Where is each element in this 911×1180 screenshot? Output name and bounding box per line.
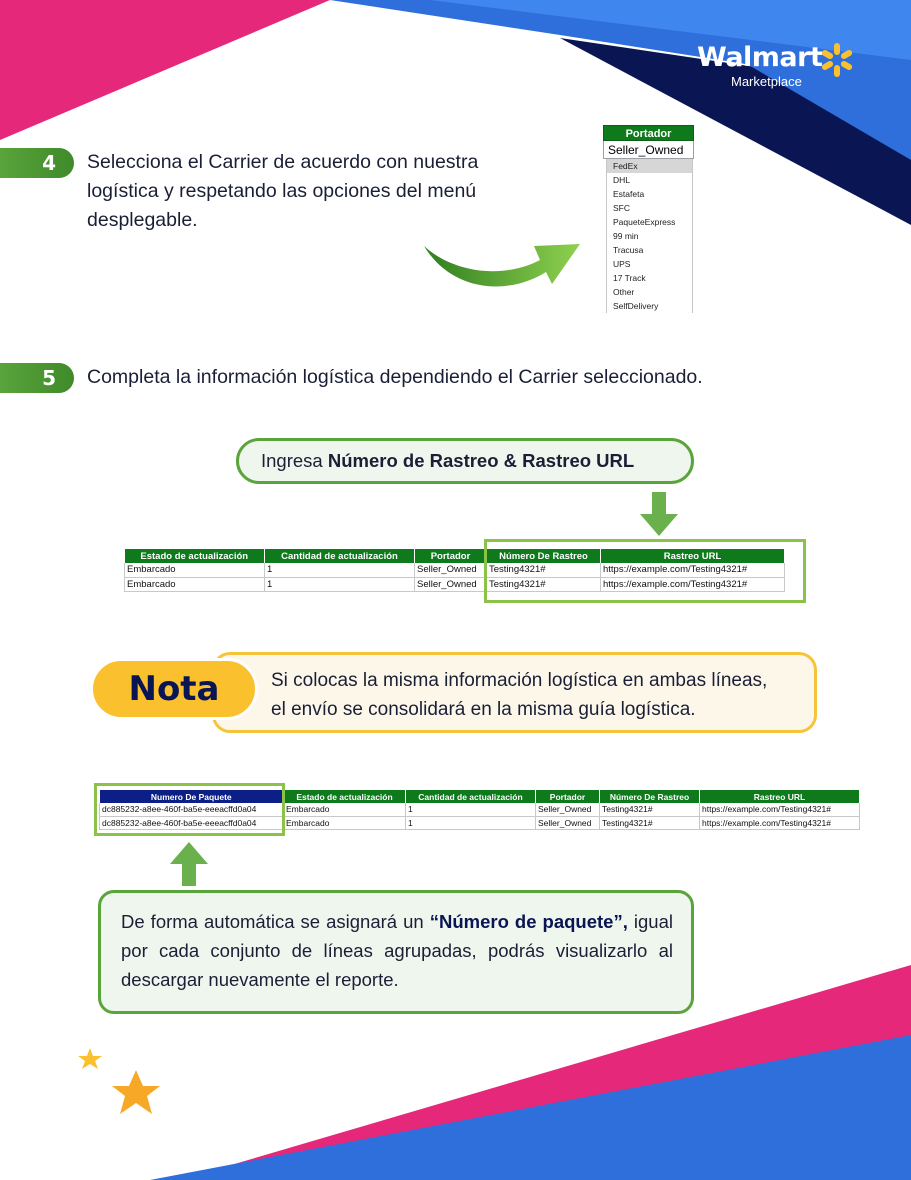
table-cell: Embarcado: [125, 563, 265, 577]
tracking-columns-highlight: [484, 539, 806, 603]
table-cell: 1: [406, 803, 536, 816]
dropdown-options: [606, 159, 693, 313]
step-5-badge: 5: [0, 363, 74, 393]
table-header: Número De Rastreo: [600, 790, 700, 803]
down-arrow-icon: [640, 492, 678, 536]
table-header: Cantidad de actualización: [265, 549, 415, 563]
dropdown-option[interactable]: FedEx: [607, 159, 692, 173]
package-number-text: [121, 907, 673, 994]
dropdown-option[interactable]: SFC: [613, 203, 630, 213]
table-cell: https://example.com/Testing4321#: [700, 816, 860, 829]
dropdown-option[interactable]: 17 Track: [613, 273, 646, 283]
dropdown-header: Portador: [603, 125, 694, 141]
curved-arrow-icon: [422, 232, 582, 302]
table-cell: dc885232-a8ee-460f-ba5e-eeeacffd0a04: [100, 816, 284, 829]
dropdown-option[interactable]: DHL: [613, 175, 631, 185]
table-cell: https://example.com/Testing4321#: [601, 577, 785, 591]
auto-prefix: De forma automática se asignará un: [121, 911, 430, 932]
step-4-line: Selecciona el Carrier de acuerdo con nuestra: [87, 151, 479, 173]
step-4-line: desplegable.: [87, 209, 198, 231]
spark-icon: [817, 42, 857, 78]
auto-rest: igual por cada conjunto de líneas agrupadas, podrás visualizarlo al descargar nuevamente el reporte.: [121, 911, 673, 990]
table-cell: Testing4321#: [487, 577, 601, 591]
dropdown-option[interactable]: Estafeta: [613, 189, 645, 199]
table-cell: Seller_Owned: [536, 803, 600, 816]
table-header: Número De Rastreo: [487, 549, 601, 563]
table-cell: Testing4321#: [600, 803, 700, 816]
table-cell: Seller_Owned: [536, 816, 600, 829]
table-header: Numero De Paquete: [100, 790, 284, 803]
step-5-text: Completa la información logística dependiendo el Carrier seleccionado.: [87, 366, 703, 388]
star-icon: [78, 1048, 102, 1069]
table-header: Rastreo URL: [700, 790, 860, 803]
table-cell: Embarcado: [284, 816, 406, 829]
dropdown-option[interactable]: Other: [613, 287, 635, 297]
table-cell: Seller_Owned: [415, 577, 487, 591]
nota-text: [271, 666, 811, 724]
dropdown-option[interactable]: 99 min: [613, 231, 639, 241]
table-cell: 1: [265, 563, 415, 577]
table-header: Portador: [415, 549, 487, 563]
table-header: Estado de actualización: [284, 790, 406, 803]
dropdown-option[interactable]: PaqueteExpress: [613, 217, 676, 227]
table-cell: 1: [406, 816, 536, 829]
up-arrow-icon: [170, 842, 208, 886]
table-header: Estado de actualización: [125, 549, 265, 563]
nota-line: el envío se consolidará en la misma guía logística.: [271, 699, 696, 720]
nota-line: Si colocas la misma información logística en ambas líneas,: [271, 670, 768, 691]
walmart-logo: [697, 38, 867, 98]
table-cell: Embarcado: [284, 803, 406, 816]
step-4-line: logística y respetando las opciones del menú: [87, 180, 477, 202]
table-cell: dc885232-a8ee-460f-ba5e-eeeacffd0a04: [100, 803, 284, 816]
table-cell: 1: [265, 577, 415, 591]
step-4-text: [87, 148, 517, 235]
table-header: Portador: [536, 790, 600, 803]
tracking-callout: [236, 438, 694, 484]
callout-prefix: Ingresa: [261, 450, 328, 471]
table-header: Cantidad de actualización: [406, 790, 536, 803]
dropdown-option[interactable]: UPS: [613, 259, 631, 269]
dropdown-option[interactable]: SelfDelivery: [613, 301, 659, 311]
dropdown-option[interactable]: Tracusa: [613, 245, 644, 255]
table-cell: Testing4321#: [600, 816, 700, 829]
step-4-badge: 4: [0, 148, 74, 178]
table-cell: https://example.com/Testing4321#: [700, 803, 860, 816]
table-cell: Embarcado: [125, 577, 265, 591]
dropdown-value[interactable]: Seller_Owned: [603, 141, 694, 159]
callout-bold: Número de Rastreo & Rastreo URL: [327, 450, 635, 471]
table-cell: Testing4321#: [487, 563, 601, 577]
auto-bold: “Número de paquete”,: [429, 911, 628, 932]
stars-decoration: [78, 1048, 168, 1123]
nota-label: Nota: [90, 658, 258, 720]
package-column-highlight: [94, 783, 285, 836]
table-header: Rastreo URL: [601, 549, 785, 563]
logo-wordmark: Walmart: [697, 42, 823, 73]
carrier-dropdown: [603, 125, 694, 315]
table-cell: Seller_Owned: [415, 563, 487, 577]
logo-subtitle: Marketplace: [731, 74, 802, 89]
bottom-blue-shape: [150, 1035, 911, 1180]
table-cell: https://example.com/Testing4321#: [601, 563, 785, 577]
star-icon: [112, 1070, 160, 1114]
